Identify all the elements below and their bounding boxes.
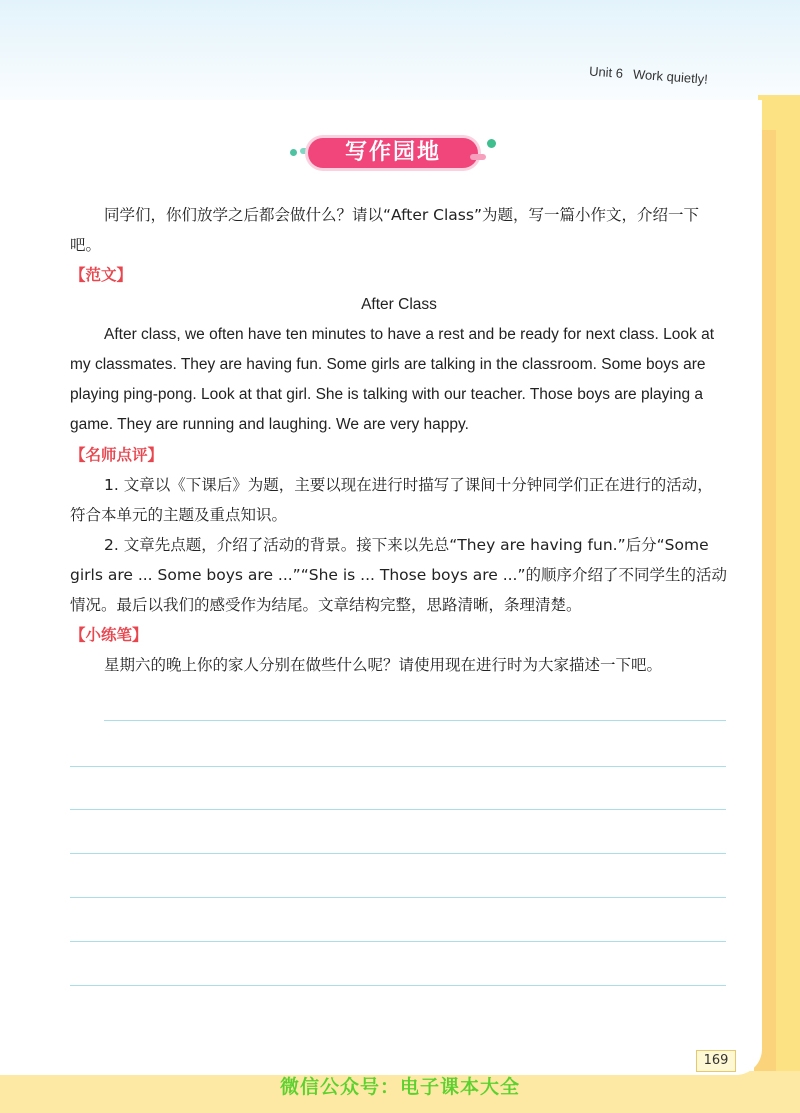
page-number: 169	[696, 1050, 736, 1072]
decor-dot	[290, 149, 297, 156]
review-point-1: 1. 文章以《下课后》为题，主要以现在进行时描写了课间十分钟同学们正在进行的活动，符合本单元的主题及重点知识。	[70, 476, 713, 524]
section-banner	[290, 136, 500, 170]
writing-line[interactable]	[70, 809, 726, 810]
header-title: Work quietly!	[632, 66, 709, 87]
header-unit: Unit 6	[588, 63, 624, 81]
writing-line[interactable]	[104, 720, 726, 721]
watermark-text: 微信公众号：电子课本大全	[279, 1076, 520, 1098]
sample-tag: 【范文】	[70, 266, 133, 284]
review-tag: 【名师点评】	[70, 446, 164, 464]
decor-dash	[470, 154, 486, 160]
practice-question: 星期六的晚上你的家人分别在做些什么呢？请使用现在进行时为大家描述一下吧。	[104, 656, 663, 674]
decor-dot	[487, 139, 496, 148]
writing-line[interactable]	[70, 941, 726, 942]
review-point-2: 2. 文章先点题，介绍了活动的背景。接下来以先总“They are having fun.”后分“Some girls are ... Some boys are ...”“She is ... Those boys are ...”的顺序介绍了不同学生的活动情况。最后以我们的感受作为结尾。文章结构完整，思路清晰，条理清楚。	[70, 536, 728, 614]
page-content	[70, 200, 728, 680]
section-title: 写作园地	[344, 140, 441, 165]
essay-body: After class, we often have ten minutes to have a rest and be ready for next class. Look at my classmates. They are having fun. Some girls are talking in the classroom. Some boys are playing ping-pong. Look at that girl. She is talking with our teacher. Those boys are playing a game. They are running and laughing. We are very happy.	[70, 326, 715, 433]
writing-line[interactable]	[70, 853, 726, 854]
writing-line[interactable]	[70, 766, 726, 767]
writing-line[interactable]	[70, 985, 726, 986]
writing-line[interactable]	[70, 897, 726, 898]
practice-tag: 【小练笔】	[70, 626, 148, 644]
writing-prompt: 同学们，你们放学之后都会做什么？请以“After Class”为题，写一篇小作文，介绍一下吧。	[70, 206, 699, 254]
essay-title: After Class	[361, 296, 437, 313]
